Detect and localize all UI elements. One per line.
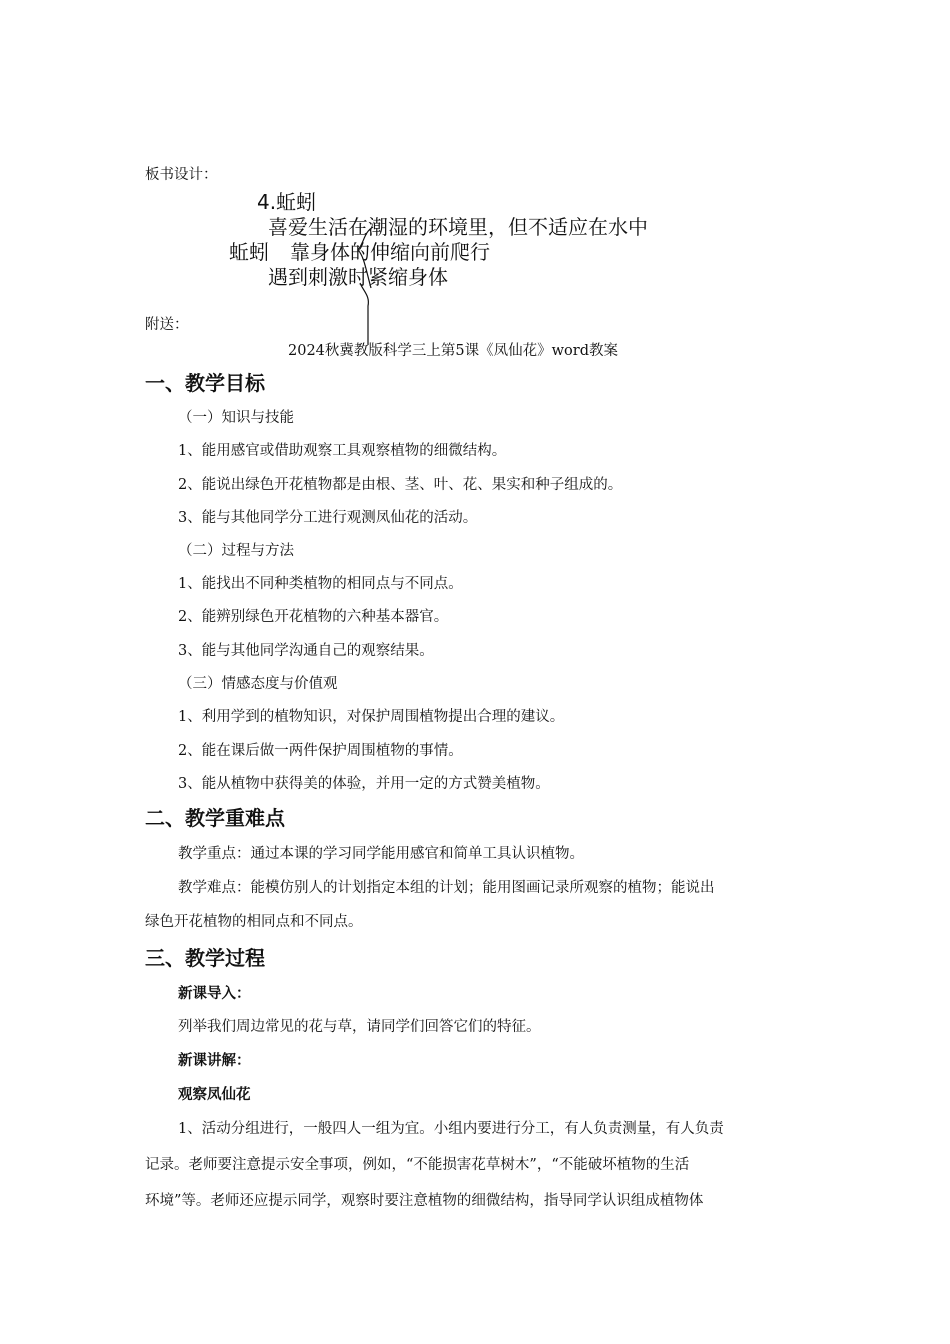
board-point-2: 靠身体的伸缩向前爬行 bbox=[290, 240, 490, 264]
intro-text: 列举我们周边常见的花与草，请同学们回答它们的特征。 bbox=[178, 1019, 541, 1035]
intro-label: 新课导入： bbox=[178, 985, 251, 1002]
key-point-text: 教学重点：通过本课的学习同学能用感官和简单工具认识植物。 bbox=[178, 846, 584, 862]
subheading-knowledge-skills: （一）知识与技能 bbox=[178, 410, 294, 426]
board-lesson-title: 4.蚯蚓 bbox=[257, 190, 317, 214]
difficult-point-line-1: 教学难点：能模仿别人的计划指定本组的计划；能用图画记录所观察的植物；能说出 bbox=[178, 880, 715, 896]
observe-label: 观察凤仙花 bbox=[178, 1086, 251, 1103]
subheading-attitudes-values: （三）情感态度与价值观 bbox=[178, 676, 338, 692]
paragraph-line-1: 1、活动分组进行，一般四人一组为宜。小组内要进行分工，有人负责测量，有人负责 bbox=[178, 1121, 724, 1137]
list-item: 3、能与其他同学分工进行观测凤仙花的活动。 bbox=[178, 510, 478, 526]
paragraph-line-3: 环境”等。老师还应提示同学，观察时要注意植物的细微结构，指导同学认识组成植物体 bbox=[145, 1193, 704, 1209]
paragraph-line-2: 记录。老师要注意提示安全事项，例如，“不能损害花草树木”，“不能破坏植物的生活 bbox=[145, 1157, 690, 1173]
list-item: 2、能说出绿色开花植物都是由根、茎、叶、花、果实和种子组成的。 bbox=[178, 477, 623, 493]
list-item: 1、能用感官或借助观察工具观察植物的细微结构。 bbox=[178, 443, 507, 459]
appendix-label: 附送： bbox=[145, 317, 189, 333]
list-item: 1、能找出不同种类植物的相同点与不同点。 bbox=[178, 576, 463, 592]
list-item: 2、能辨别绿色开花植物的六种基本器官。 bbox=[178, 609, 449, 625]
lecture-label: 新课讲解： bbox=[178, 1052, 251, 1069]
list-item: 2、能在课后做一两件保护周围植物的事情。 bbox=[178, 743, 463, 759]
board-point-3: 遇到刺激时紧缩身体 bbox=[268, 265, 448, 289]
curly-brace bbox=[358, 227, 373, 288]
doc-title: 2024秋冀教版科学三上第5课《凤仙花》word教案 bbox=[288, 343, 618, 359]
board-center-word: 蚯蚓 bbox=[229, 240, 269, 264]
difficult-point-line-2: 绿色开花植物的相同点和不同点。 bbox=[145, 914, 363, 930]
list-item: 1、利用学到的植物知识，对保护周围植物提出合理的建议。 bbox=[178, 709, 565, 725]
list-item: 3、能与其他同学沟通自己的观察结果。 bbox=[178, 643, 434, 659]
section-3-heading: 三、教学过程 bbox=[145, 946, 265, 970]
board-point-1: 喜爱生活在潮湿的环境里，但不适应在水中 bbox=[268, 215, 648, 239]
brace-connector-line bbox=[360, 283, 368, 345]
subheading-process-methods: （二）过程与方法 bbox=[178, 543, 294, 559]
section-2-heading: 二、教学重难点 bbox=[145, 806, 285, 830]
section-1-heading: 一、教学目标 bbox=[145, 371, 265, 395]
list-item: 3、能从植物中获得美的体验，并用一定的方式赞美植物。 bbox=[178, 776, 550, 792]
board-design-label: 板书设计： bbox=[145, 167, 218, 183]
